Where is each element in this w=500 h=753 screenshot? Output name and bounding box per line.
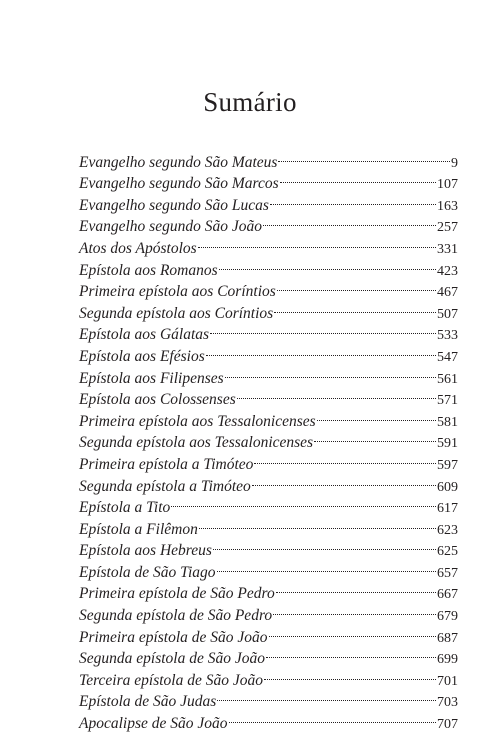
toc-leader-dots <box>270 188 436 210</box>
toc-leader-dots <box>254 447 436 469</box>
toc-leader-dots <box>219 253 436 275</box>
toc-entry-title: Primeira epístola de São João <box>79 628 268 646</box>
toc-entry-title: Evangelho segundo São Lucas <box>79 196 269 214</box>
toc-leader-dots <box>206 339 436 361</box>
toc-leader-dots <box>274 296 436 318</box>
toc-entry-title: Epístola aos Romanos <box>79 261 218 279</box>
toc-entry-title: Segunda epístola aos Coríntios <box>79 304 274 322</box>
toc-entry-title: Primeira epístola de São Pedro <box>79 585 275 603</box>
toc-leader-dots <box>273 598 436 620</box>
toc-entry-page: 623 <box>437 522 458 538</box>
toc-entry-page: 667 <box>437 587 458 603</box>
toc-entry-title: Epístola aos Hebreus <box>79 542 212 560</box>
toc-leader-dots <box>225 361 436 383</box>
toc-entry <box>79 145 458 171</box>
toc-entry-title: Epístola de São Tiago <box>79 563 216 581</box>
toc-leader-dots <box>229 706 436 728</box>
toc-entry-page: 617 <box>437 501 458 517</box>
toc-leader-dots <box>210 318 436 340</box>
toc-entry-title: Terceira epístola de São João <box>79 671 263 689</box>
toc-leader-dots <box>198 231 436 253</box>
toc-leader-dots <box>264 663 436 685</box>
toc-entry-page: 699 <box>437 652 458 668</box>
toc-leader-dots <box>199 512 436 534</box>
toc-entry-page: 687 <box>437 630 458 646</box>
toc-entry-title: Evangelho segundo São Marcos <box>79 175 279 193</box>
toc-entry-title: Epístola aos Gálatas <box>79 326 210 344</box>
toc-entry-title: Primeira epístola a Timóteo <box>79 455 254 473</box>
toc-entry-page: 107 <box>437 177 458 193</box>
toc-leader-dots <box>237 383 436 405</box>
toc-entry-title: Epístola a Tito <box>79 499 171 517</box>
toc-entry-page: 571 <box>437 393 458 409</box>
toc-entry-title: Primeira epístola aos Coríntios <box>79 283 276 301</box>
toc-entry-page: 423 <box>437 263 458 279</box>
toc-entry-page: 657 <box>437 565 458 581</box>
toc-entry-title: Epístola de São Judas <box>79 693 217 711</box>
toc-leader-dots <box>317 404 436 426</box>
toc-leader-dots <box>280 167 436 189</box>
toc-entry-title: Epístola a Filêmon <box>79 520 198 538</box>
toc-entry-page: 679 <box>437 609 458 625</box>
toc-leader-dots <box>269 620 436 642</box>
toc-entry-title: Epístola aos Colossenses <box>79 391 236 409</box>
table-of-contents <box>79 145 458 733</box>
toc-entry-title: Evangelho segundo São Mateus <box>79 153 278 171</box>
toc-entry-page: 507 <box>437 306 458 322</box>
toc-entry-page: 547 <box>437 349 458 365</box>
toc-entry-title: Segunda epístola a Timóteo <box>79 477 251 495</box>
toc-entry-title: Evangelho segundo São João <box>79 218 262 236</box>
toc-leader-dots <box>263 210 436 232</box>
toc-entry-page: 707 <box>437 717 458 733</box>
toc-leader-dots <box>252 469 436 491</box>
toc-entry-page: 561 <box>437 371 458 387</box>
toc-entry-page: 9 <box>451 155 458 171</box>
toc-entry-title: Epístola aos Filipenses <box>79 369 224 387</box>
toc-leader-dots <box>276 577 436 599</box>
toc-leader-dots <box>314 426 436 448</box>
toc-entry-title: Segunda epístola de São Pedro <box>79 607 273 625</box>
toc-entry-page: 163 <box>437 198 458 214</box>
toc-entry-page: 467 <box>437 285 458 301</box>
toc-leader-dots <box>171 491 436 513</box>
toc-entry-page: 597 <box>437 457 458 473</box>
toc-entry-page: 701 <box>437 673 458 689</box>
page-title: Sumário <box>203 87 297 117</box>
toc-entry-page: 609 <box>437 479 458 495</box>
toc-entry-page: 591 <box>437 436 458 452</box>
toc-entry-page: 533 <box>437 328 458 344</box>
toc-leader-dots <box>217 685 436 707</box>
toc-leader-dots <box>217 555 437 577</box>
toc-entry-title: Segunda epístola de São João <box>79 650 265 668</box>
toc-entry-page: 331 <box>437 241 458 257</box>
toc-leader-dots <box>266 642 436 664</box>
toc-entry-page: 625 <box>437 544 458 560</box>
toc-leader-dots <box>213 534 436 556</box>
toc-leader-dots <box>278 145 450 167</box>
toc-entry-title: Apocalipse de São João <box>79 715 228 733</box>
toc-entry-title: Primeira epístola aos Tessalonicenses <box>79 412 316 430</box>
toc-entry-title: Segunda epístola aos Tessalonicenses <box>79 434 314 452</box>
toc-leader-dots <box>277 275 436 297</box>
toc-entry-page: 257 <box>437 220 458 236</box>
toc-entry-page: 581 <box>437 414 458 430</box>
toc-entry-title: Atos dos Apóstolos <box>79 239 197 257</box>
toc-entry-title: Epístola aos Efésios <box>79 347 205 365</box>
toc-entry-page: 703 <box>437 695 458 711</box>
